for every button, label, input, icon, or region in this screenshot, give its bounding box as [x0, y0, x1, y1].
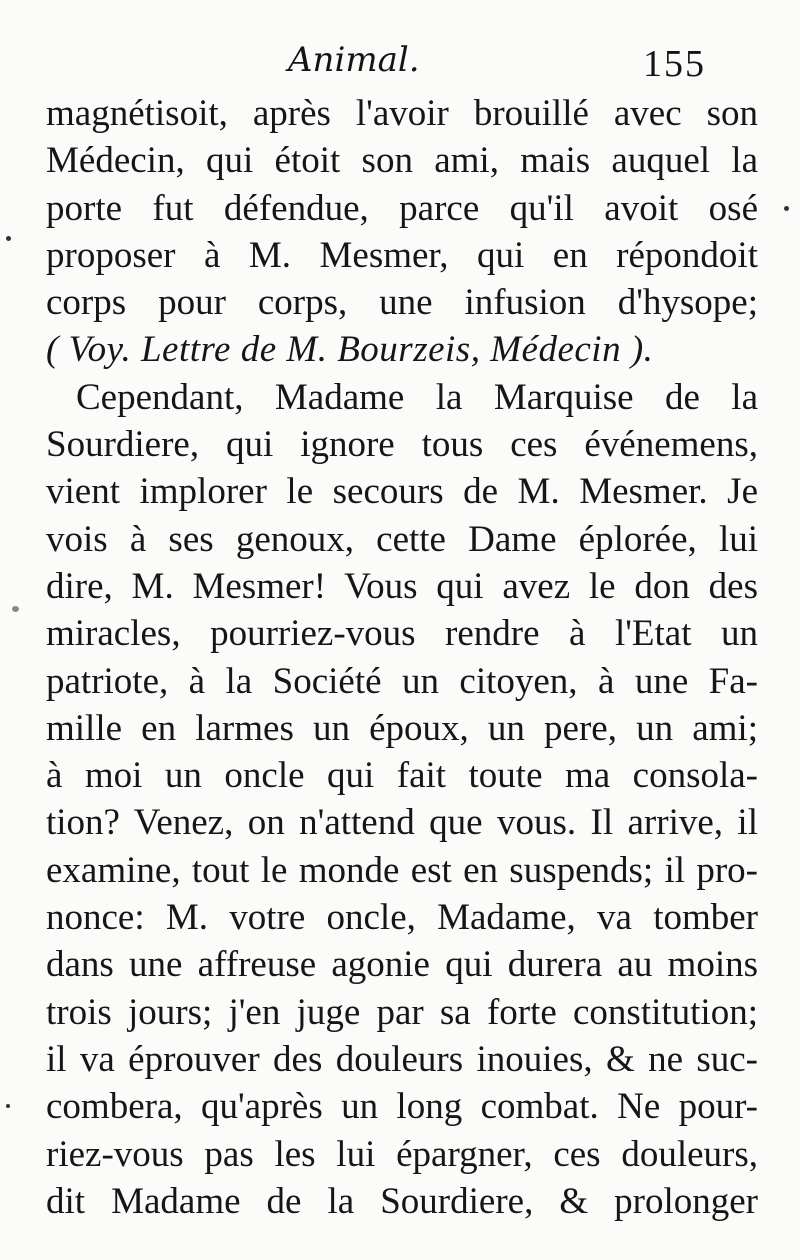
text-line-2: Médecin, qui étoit son ami, mais auquel la [46, 140, 758, 182]
text-line-21: il va éprouver des douleurs inouies, & ne suc- [46, 1038, 758, 1080]
text-line-7-paragraph-start: Cependant, Madame la Marquise de la [76, 376, 758, 418]
text-line-19: dans une affreuse agonie qui durera au moins [46, 944, 758, 986]
text-line-3: porte fut défendue, parce qu'il avoit osé [46, 187, 758, 229]
running-title: Animal. [288, 40, 420, 80]
text-line-12: miracles, pourriez-vous rendre à l'Etat un [46, 613, 758, 655]
text-line-9: vient implorer le secours de M. Mesmer. Je [46, 471, 758, 513]
text-line-6-citation: ( Voy. Lettre de M. Bourzeis, Médecin ). [46, 329, 654, 371]
text-line-10: vois à ses genoux, cette Dame éplorée, lui [46, 518, 758, 560]
text-line-23: riez-vous pas les lui épargner, ces douleurs, [46, 1133, 758, 1175]
text-line-24: dit Madame de la Sourdiere, & prolonger [46, 1180, 758, 1222]
text-line-11: dire, M. Mesmer! Vous qui avez le don des [46, 565, 758, 607]
body-text [46, 90, 758, 1225]
text-line-4: proposer à M. Mesmer, qui en répondoit [46, 234, 758, 276]
page-number: 155 [643, 43, 706, 85]
page-header [0, 40, 800, 88]
text-line-17: examine, tout le monde est en suspends; il pro- [46, 849, 758, 891]
text-line-13: patriote, à la Société un citoyen, à une Fa- [46, 660, 758, 702]
ink-speck [6, 1104, 10, 1108]
text-line-22: combera, qu'après un long combat. Ne pour- [46, 1086, 758, 1128]
text-line-5: corps pour corps, une infusion d'hysope; [46, 282, 758, 324]
ink-speck [784, 206, 789, 211]
ink-speck [12, 606, 19, 612]
text-line-20: trois jours; j'en juge par sa forte constitution; [46, 991, 758, 1033]
text-line-18: nonce: M. votre oncle, Madame, va tomber [46, 897, 758, 939]
text-line-14: mille en larmes un époux, un pere, un ami; [46, 707, 758, 749]
text-line-8: Sourdiere, qui ignore tous ces événemens, [46, 424, 758, 466]
text-line-1: magnétisoit, après l'avoir brouillé avec son [46, 93, 758, 134]
text-line-16: tion? Venez, on n'attend que vous. Il arrive, il [46, 802, 758, 844]
ink-speck [6, 236, 11, 241]
text-line-15: à moi un oncle qui fait toute ma consola- [46, 755, 758, 797]
